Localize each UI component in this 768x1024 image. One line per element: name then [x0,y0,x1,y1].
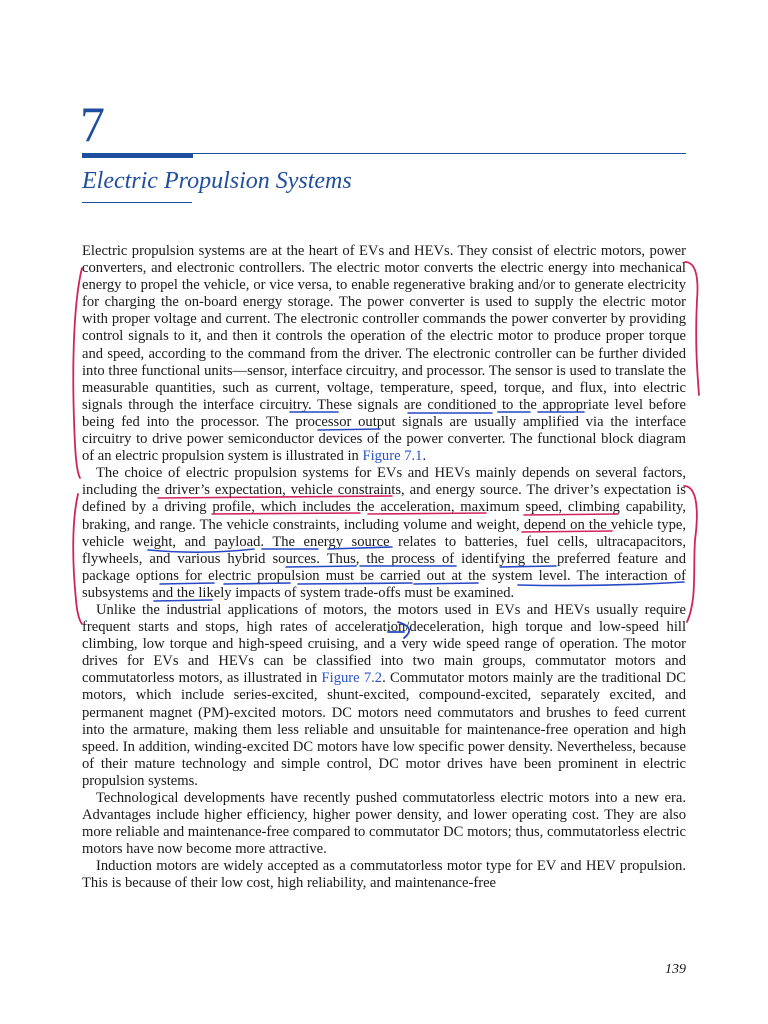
figure-7-1-link[interactable]: Figure 7.1 [362,448,423,465]
body-text [82,243,686,893]
paragraph-text: Technological developments have recently pushed commutatorless electric motors into a new era. Advantages include higher efficiency, higher power density, and lower operating cost. They are also more reliable and maintenance-free compared to commutator DC motors; thus, commutatorless electric motors have now become more attractive. [82,790,686,858]
chapter-number: 7 [80,96,105,152]
paragraph-text: The choice of electric propulsion systems for EVs and HEVs mainly depends on several factors, including the driver’s expectation, vehicle constraints, and energy source. The driver’s expectation is defined by a driving profile, which includes the acceleration, maximum speed, climbing capability, braking, and range. The vehicle constraints, including volume and weight, depend on the vehicle type, vehicle weight, and payload. The energy source relates to batteries, fuel cells, ultracapacitors, flywheels, and various hybrid sources. Thus, the process of identifying the preferred feature and package options for electric propulsion must be carried out at the system level. The interaction of subsystems and the likely impacts of system trade-offs must be examined. [82,465,686,601]
ink-bracket-left-1 [73,268,82,478]
ink-bracket-left-2 [73,494,82,624]
paragraph-technology [82,790,686,858]
paragraph-text: . [422,448,427,465]
paragraph-text: Electric propulsion systems are at the heart of EVs and HEVs. They consist of electric motors, power converters, and electronic controllers. The electric motor converts the electric energy into mechanical energy to propel the vehicle, or vice versa, to enable regenerative braking and/or to generate electricity for charging the on-board energy storage. The power converter is used to supply the electric motor with proper voltage and current. The electronic controller commands the power converter by providing control signals to it, and then it controls the operation of the electric motor to produce proper torque and speed, according to the command from the driver. The electronic controller can be further divided into three functional units—sensor, interface circuitry, and processor. The sensor is used to translate the measurable quantities, such as current, voltage, temperature, speed, torque, and flux, into electric signals through the interface circuitry. These signals are conditioned to the appropriate level before being fed into the processor. The processor output signals are usually amplified via the interface circuitry to drive power semiconductor devices of the power converter. The functional block diagram of an electric propulsion system is illustrated in [82,243,686,465]
paragraph-induction [82,858,686,892]
paragraph-choice [82,465,686,602]
paragraph-motors [82,602,686,790]
paragraph-text: Induction motors are widely accepted as a commutatorless motor type for EV and HEV propulsion. This is because of their low cost, high reliability, and maintenance-free [82,858,686,892]
paragraph-intro [82,243,686,465]
page-number: 139 [665,962,686,977]
chapter-title: Electric Propulsion Systems [82,168,352,194]
paragraph-text: Unlike the industrial applications of motors, the motors used in EVs and HEVs usually require frequent starts and stops, high rates of acceleration/deceleration, high torque and low-speed hill climbing, low torque and high-speed cruising, and a very wide speed range of operation. The motor drives for EVs and HEVs can be classified into two main groups, commutator motors and commutatorless motors, as illustrated in [82,601,686,687]
paragraph-text: . Commutator motors mainly are the traditional DC motors, which include series-excited, shunt-excited, compound-excited, separately excited, and permanent magnet (PM)-excited motors. DC motors need commutators and brushes to feed current into the armature, making them less reliable and unsuitable for maintenance-free operation and high speed. In addition, winding-excited DC motors have low specific power density. Nevertheless, because of their mature technology and simple control, DC motor drives have been prominent in electric propulsion systems. [82,670,686,789]
chapter-rule-accent [82,153,193,158]
figure-7-2-link[interactable]: Figure 7.2 [321,670,383,687]
title-underline [82,202,192,203]
ink-bracket-right-1 [685,262,699,395]
